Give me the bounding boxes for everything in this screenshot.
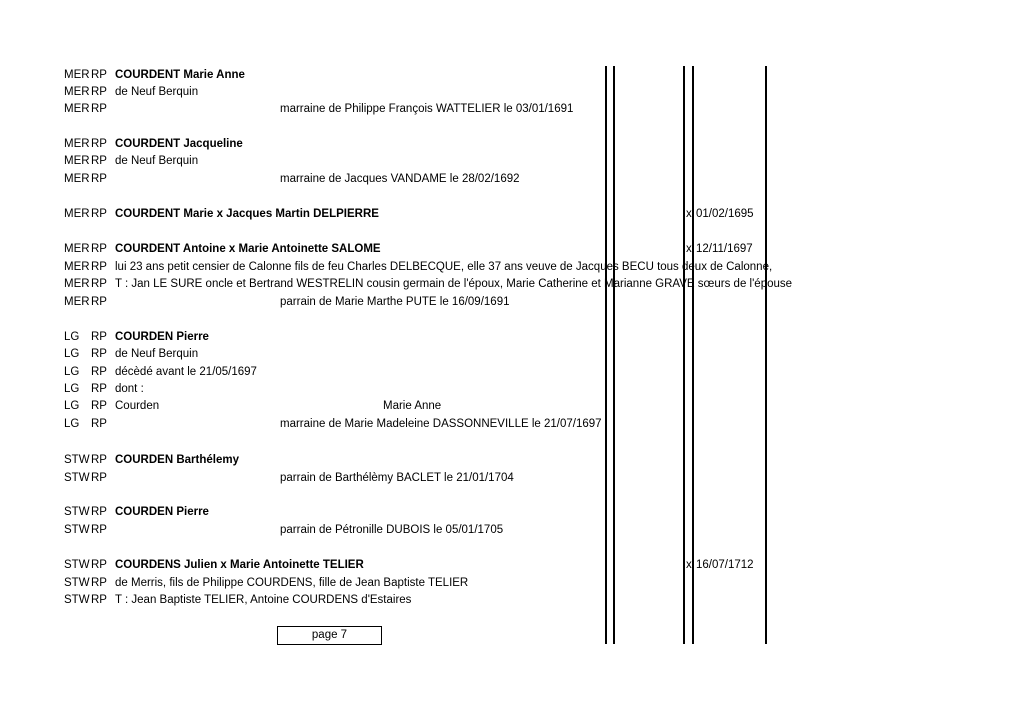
entry-note: dont : — [115, 383, 144, 395]
entry-note: T : Jean Baptiste TELIER, Antoine COURDENS d'Estaires — [115, 594, 412, 606]
person-name: COURDEN Barthélemy — [115, 454, 239, 466]
source-code: STW — [64, 506, 90, 518]
person-name: COURDENT Jacqueline — [115, 138, 243, 150]
record-type: RP — [91, 559, 107, 571]
source-code: LG — [64, 348, 80, 360]
source-code: MER — [64, 173, 90, 185]
record-type: RP — [91, 577, 107, 589]
role-description: parrain de Pétronille DUBOIS le 05/01/1705 — [280, 524, 504, 536]
record-type: RP — [91, 173, 107, 185]
entry-note: Courden — [115, 400, 160, 412]
role-description: parrain de Barthélèmy BACLET le 21/01/1704 — [280, 472, 514, 484]
marriage-mark: x — [686, 208, 692, 220]
source-code: MER — [64, 208, 90, 220]
record-type: RP — [91, 86, 107, 98]
source-code: STW — [64, 454, 90, 466]
given-names: Marie Anne — [383, 400, 442, 412]
column-rule — [605, 66, 607, 644]
person-name: COURDEN Pierre — [115, 331, 209, 343]
source-code: STW — [64, 577, 90, 589]
page-number-box — [277, 626, 382, 645]
record-type: RP — [91, 278, 107, 290]
entry-note: de Merris, fils de Philippe COURDENS, fille de Jean Baptiste TELIER — [115, 577, 469, 589]
record-type: RP — [91, 472, 107, 484]
entry-note: décèdé avant le 21/05/1697 — [115, 366, 257, 378]
source-code: MER — [64, 103, 90, 115]
record-type: RP — [91, 366, 107, 378]
entry-note: de Neuf Berquin — [115, 86, 199, 98]
marriage-date: 01/02/1695 — [696, 208, 754, 220]
record-type: RP — [91, 506, 107, 518]
person-name: COURDENT Marie x Jacques Martin DELPIERRE — [115, 208, 379, 220]
record-type: RP — [91, 383, 107, 395]
page-number: page 7 — [311, 629, 348, 641]
role-description: marraine de Philippe François WATTELIER le 03/01/1691 — [280, 103, 574, 115]
record-type: RP — [91, 400, 107, 412]
source-code: STW — [64, 472, 90, 484]
record-type: RP — [91, 155, 107, 167]
person-name: COURDEN Pierre — [115, 506, 209, 518]
source-code: LG — [64, 418, 80, 430]
role-description: parrain de Marie Marthe PUTE le 16/09/1691 — [280, 296, 510, 308]
source-code: MER — [64, 86, 90, 98]
source-code: MER — [64, 155, 90, 167]
marriage-mark: x — [686, 559, 692, 571]
record-type: RP — [91, 454, 107, 466]
column-rule — [613, 66, 615, 644]
source-code: MER — [64, 69, 90, 81]
column-rule — [683, 66, 685, 644]
record-type: RP — [91, 418, 107, 430]
person-name: COURDENT Marie Anne — [115, 69, 245, 81]
record-type: RP — [91, 138, 107, 150]
source-code: STW — [64, 524, 90, 536]
record-type: RP — [91, 296, 107, 308]
source-code: MER — [64, 278, 90, 290]
marriage-date: 16/07/1712 — [696, 559, 754, 571]
record-type: RP — [91, 348, 107, 360]
entry-note: de Neuf Berquin — [115, 348, 199, 360]
marriage-mark: x — [686, 243, 692, 255]
role-description: marraine de Jacques VANDAME le 28/02/1692 — [280, 173, 520, 185]
column-rule — [692, 66, 694, 644]
source-code: LG — [64, 331, 80, 343]
source-code: STW — [64, 559, 90, 571]
source-code: LG — [64, 366, 80, 378]
person-name: COURDENS Julien x Marie Antoinette TELIER — [115, 559, 364, 571]
record-type: RP — [91, 261, 107, 273]
record-type: RP — [91, 331, 107, 343]
source-code: LG — [64, 383, 80, 395]
entry-note: T : Jan LE SURE oncle et Bertrand WESTRELIN cousin germain de l'époux, Marie Catherine et Marianne GRAVE sœurs de l'épouse — [115, 278, 793, 290]
source-code: LG — [64, 400, 80, 412]
person-name: COURDENT Antoine x Marie Antoinette SALOME — [115, 243, 381, 255]
record-type: RP — [91, 208, 107, 220]
source-code: MER — [64, 138, 90, 150]
source-code: STW — [64, 594, 90, 606]
entry-note: de Neuf Berquin — [115, 155, 199, 167]
role-description: marraine de Marie Madeleine DASSONNEVILLE le 21/07/1697 — [280, 418, 602, 430]
source-code: MER — [64, 296, 90, 308]
source-code: MER — [64, 261, 90, 273]
column-rule — [765, 66, 767, 644]
record-type: RP — [91, 69, 107, 81]
source-code: MER — [64, 243, 90, 255]
entry-note: lui 23 ans petit censier de Calonne fils de feu Charles DELBECQUE, elle 37 ans veuve de Jacques BECU tous deux de Calonne, — [115, 261, 773, 273]
record-type: RP — [91, 524, 107, 536]
record-type: RP — [91, 103, 107, 115]
record-type: RP — [91, 594, 107, 606]
record-type: RP — [91, 243, 107, 255]
marriage-date: 12/11/1697 — [696, 243, 753, 255]
